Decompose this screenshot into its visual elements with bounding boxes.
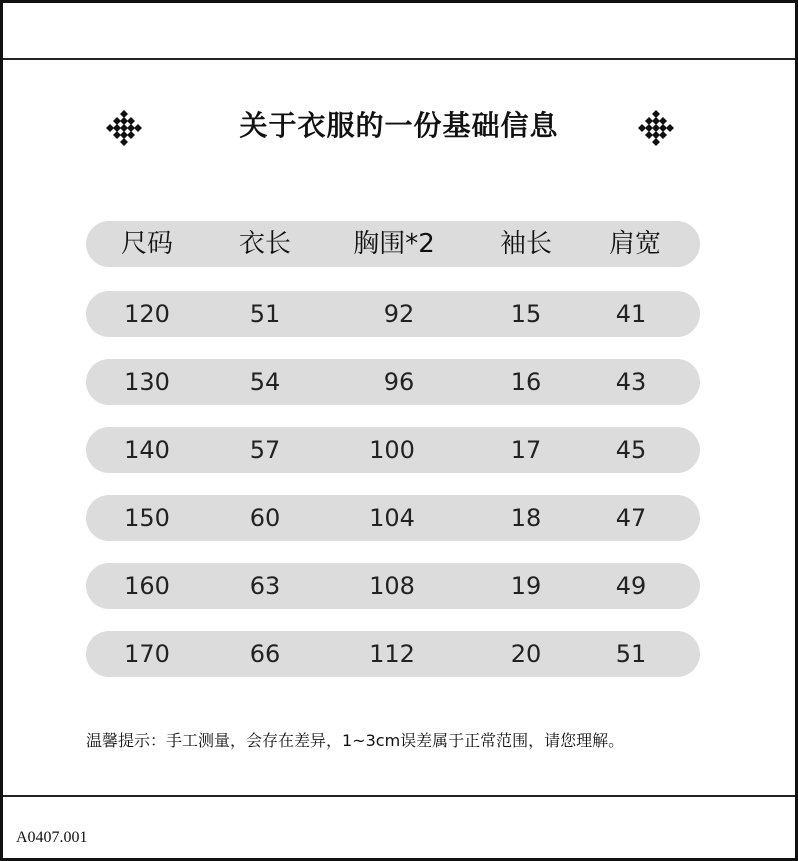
page-title: 关于衣服的一份基础信息 bbox=[239, 109, 559, 142]
cell-sleeve: 19 bbox=[510, 572, 542, 600]
table-row bbox=[86, 563, 700, 609]
table-row bbox=[86, 495, 700, 541]
cell-shoulder: 41 bbox=[615, 300, 647, 328]
cell-sleeve: 18 bbox=[510, 504, 542, 532]
cell-sleeve: 20 bbox=[510, 640, 542, 668]
cell-chest: 92 bbox=[383, 300, 415, 328]
cell-sleeve: 17 bbox=[510, 436, 542, 464]
cell-chest: 108 bbox=[369, 572, 415, 600]
header-length: 衣长 bbox=[238, 229, 291, 259]
cell-size: 140 bbox=[124, 436, 170, 464]
cell-sleeve: 16 bbox=[510, 368, 542, 396]
header-sleeve: 袖长 bbox=[499, 229, 552, 259]
header-shoulder: 肩宽 bbox=[608, 229, 661, 259]
table-row bbox=[86, 291, 700, 337]
cell-size: 150 bbox=[124, 504, 170, 532]
header-size: 尺码 bbox=[120, 229, 173, 259]
cell-length: 51 bbox=[249, 300, 281, 328]
cell-length: 66 bbox=[249, 640, 281, 668]
cell-shoulder: 43 bbox=[615, 368, 647, 396]
cell-size: 170 bbox=[124, 640, 170, 668]
cell-size: 120 bbox=[124, 300, 170, 328]
top-divider bbox=[3, 58, 795, 60]
header-chest: 胸围*2 bbox=[353, 229, 435, 259]
cell-chest: 104 bbox=[369, 504, 415, 532]
size-table-header bbox=[86, 221, 700, 267]
cell-sleeve: 15 bbox=[510, 300, 542, 328]
cell-length: 54 bbox=[249, 368, 281, 396]
diamond-pattern-icon bbox=[638, 110, 674, 146]
cell-length: 57 bbox=[249, 436, 281, 464]
cell-shoulder: 49 bbox=[615, 572, 647, 600]
table-row bbox=[86, 427, 700, 473]
cell-shoulder: 47 bbox=[615, 504, 647, 532]
table-row bbox=[86, 359, 700, 405]
cell-length: 63 bbox=[249, 572, 281, 600]
cell-chest: 112 bbox=[369, 640, 415, 668]
table-row bbox=[86, 631, 700, 677]
measurement-note: 温馨提示：手工测量，会存在差异，1~3cm误差属于正常范围，请您理解。 bbox=[86, 731, 625, 750]
cell-chest: 96 bbox=[383, 368, 415, 396]
cell-size: 130 bbox=[124, 368, 170, 396]
cell-shoulder: 51 bbox=[615, 640, 647, 668]
cell-length: 60 bbox=[249, 504, 281, 532]
cell-shoulder: 45 bbox=[615, 436, 647, 464]
cell-size: 160 bbox=[124, 572, 170, 600]
cell-chest: 100 bbox=[369, 436, 415, 464]
bottom-divider bbox=[3, 795, 795, 797]
product-code: A0407.001 bbox=[16, 829, 88, 846]
